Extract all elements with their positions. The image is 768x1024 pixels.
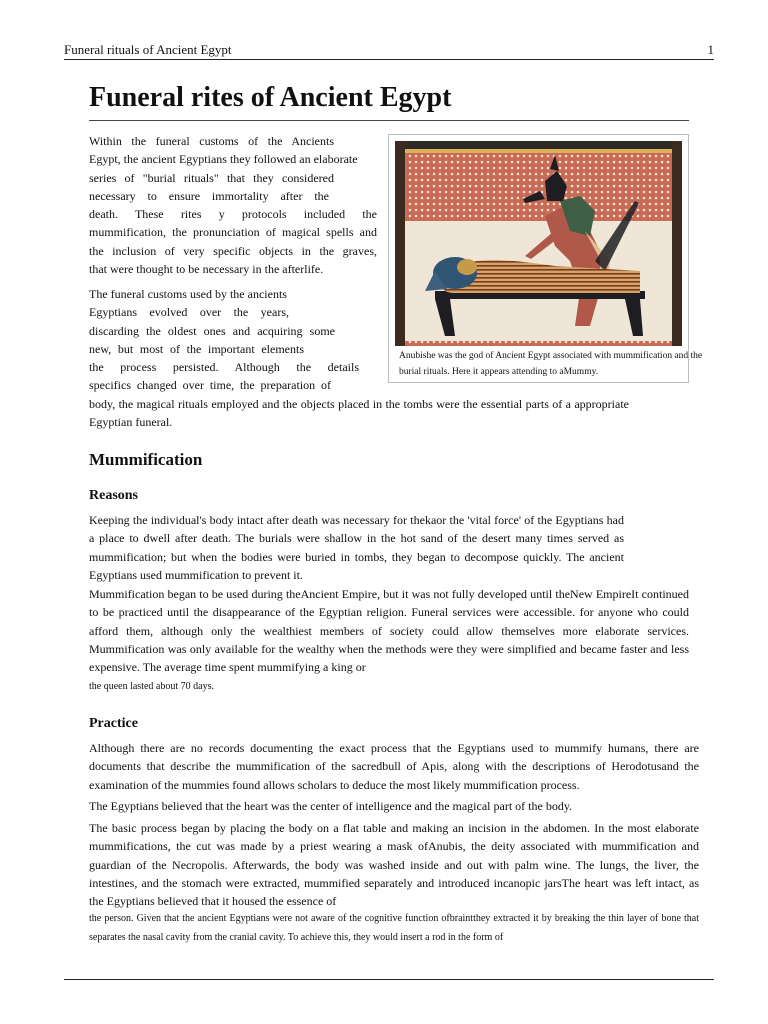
page-title: Funeral rites of Ancient Egypt [89, 80, 689, 121]
intro-line: Within the funeral customs of the Ancients [89, 134, 334, 148]
practice-p3-end: the person. Given that the ancient Egyptians were not aware of the cognitive function ofbraintthey extracted it by breaking the thin layer of bone that separates the nasal cavity from the cranial cavity. To achieve this, they would insert a rod in the form of [89, 913, 699, 943]
intro-line: death. These rites y protocols included the [89, 207, 377, 222]
intro-line: Egypt, the ancient Egyptians they followed an elaborate [89, 152, 358, 167]
intro2-line: the process persisted. Although the details [89, 360, 359, 375]
page-number: 1 [707, 42, 714, 57]
intro2-line: discarding the oldest ones and acquiring some [89, 323, 335, 338]
intro-line: series of "burial rituals" that they considered [89, 170, 334, 185]
reasons-p2-text: Mummification began to be used during theAncient Empire, but it was not fully developed until theNew EmpireIt continued to be practiced until the disappearance of the Egyptian religion. Funeral services were accessible. for anyone who could afford them, although only the wealthiest members of society could allow themselves more elaborate services. Mummification was only available for the wealthy when the methods were they were simplified and became faster and less expensive. The average time spent mummifying a king or [89, 587, 689, 675]
anubis-figure [388, 134, 703, 383]
reasons-paragraph-1: Keeping the individual's body intact after death was necessary for thekaor the 'vital force' of the Egyptians had a place to dwell after death. The burials were shallow in the hot sand of the desert many times served as mummification; but when the bodies were buried in tombs, they began to decompose quickly. The ancient Egyptians used mummification to prevent it. [89, 513, 624, 582]
anubis-mummy-painting [395, 141, 682, 346]
intro-paragraph [89, 132, 377, 278]
intro2-line: specifics changed over time, the preparation of [89, 378, 331, 393]
running-head [64, 42, 714, 60]
intro-paragraph-continued: body, the magical rituals employed and the objects placed in the tombs were the essential parts of a appropriate Egyptian funeral. [89, 397, 629, 430]
practice-paragraph-1: Although there are no records documenting the exact process that the Egyptians used to mummify humans, there are documents that describe the mummification of the sacredbull of Apis, along with the descriptions of Herodotusand the examination of the mummies found allows scholars to deduce the most likely mummification process. [89, 741, 699, 792]
practice-paragraph-3 [89, 819, 699, 947]
intro-line: the inclusion of very specific objects in the graves, [89, 243, 377, 258]
practice-p3-text: The basic process began by placing the body on a flat table and making an incision in the abdomen. In the most elaborate mummifications, the cut was made by a priest wearing a mask ofAnubis, the deity associated with mummification and guardian of the Necropolis. Afterwards, the body was washed inside and out with palm wine. The lungs, the liver, the intestines, and the stomach were extracted, mummified separately and introduced incanopic jarsThe heart was left intact, as the Egyptians believed that it housed the essence of [89, 821, 699, 909]
subsection-heading-reasons: Reasons [89, 488, 139, 503]
intro-line: mummification, the pronunciation of magical spells and [89, 225, 377, 240]
running-head-title: Funeral rituals of Ancient Egypt [64, 42, 232, 57]
intro-paragraph-2 [89, 285, 359, 395]
reasons-paragraph-2 [89, 585, 699, 697]
intro-line: that were thought to be necessary in the afterlife. [89, 262, 324, 277]
footer-rule [64, 979, 714, 980]
figure-caption: Anubishe was the god of Ancient Egypt associated with mummification and the burial rituals. Here it appears attending to aMummy. [399, 351, 703, 377]
reasons-p2-end: the queen lasted about 70 days. [89, 681, 214, 693]
subsection-heading-practice: Practice [89, 716, 138, 731]
section-heading-mummification: Mummification [89, 450, 203, 469]
intro2-line: new, but most of the important elements [89, 341, 304, 356]
intro2-line: The funeral customs used by the ancients [89, 287, 287, 301]
intro-line: necessary to ensure immortality after the [89, 188, 329, 203]
practice-paragraph-2: The Egyptians believed that the heart was the center of intelligence and the magical part of the body. [89, 799, 573, 813]
intro2-line: Egyptians evolved over the years, [89, 305, 289, 320]
